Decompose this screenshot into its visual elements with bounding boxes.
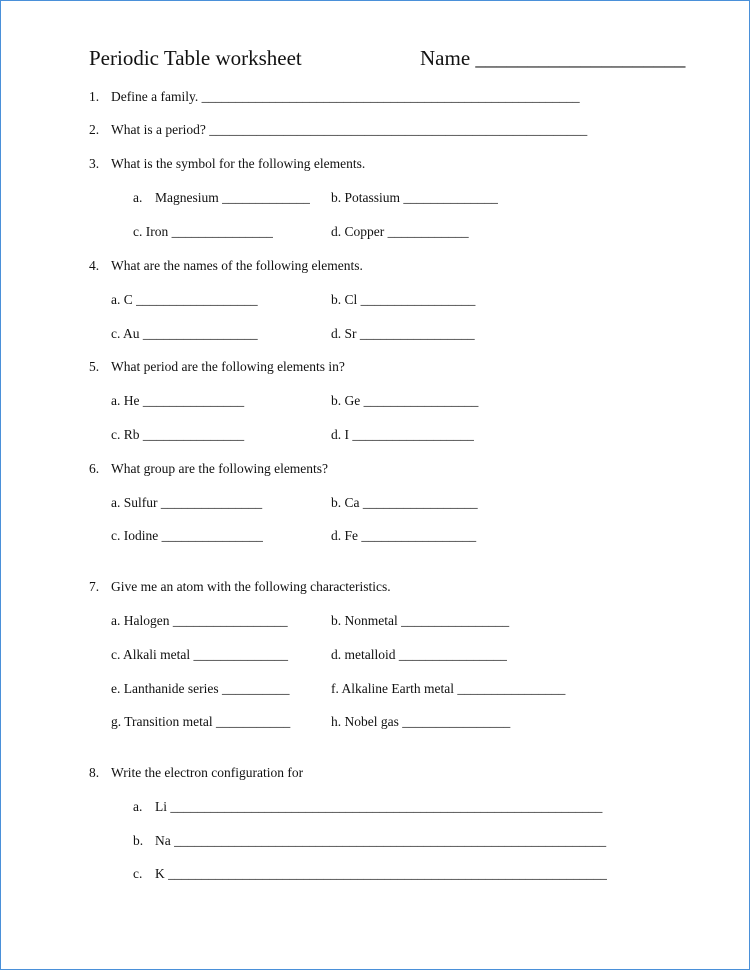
question-3a-answer[interactable]: Magnesium _____________ — [155, 190, 310, 205]
question-6-number: 6. — [89, 461, 100, 476]
question-7e-answer[interactable]: e. Lanthanide series __________ — [111, 681, 290, 696]
question-4-number: 4. — [89, 258, 100, 273]
question-6d-answer[interactable]: d. Fe _________________ — [331, 528, 477, 543]
question-7f-answer[interactable]: f. Alkaline Earth metal ________________ — [331, 681, 566, 696]
question-4-text: What are the names of the following elements. — [111, 258, 363, 273]
question-7-number: 7. — [89, 579, 100, 594]
question-7a-answer[interactable]: a. Halogen _________________ — [111, 613, 288, 628]
page-title: Periodic Table worksheet — [89, 46, 302, 70]
name-field[interactable]: Name ____________________ — [420, 46, 686, 70]
question-7b-answer[interactable]: b. Nonmetal ________________ — [331, 613, 510, 628]
question-2-text[interactable]: What is a period? ________________________________________________________ — [111, 122, 588, 137]
question-8c-marker: c. — [133, 866, 143, 881]
question-3-text: What is the symbol for the following elements. — [111, 156, 366, 171]
question-6-text: What group are the following elements? — [111, 461, 329, 476]
question-8b-answer[interactable]: Na ________________________________________________________________ — [155, 833, 607, 848]
question-6c-answer[interactable]: c. Iodine _______________ — [111, 528, 263, 543]
question-7h-answer[interactable]: h. Nobel gas ________________ — [331, 714, 511, 729]
question-5d-answer[interactable]: d. I __________________ — [331, 427, 474, 442]
question-3a-marker: a. — [133, 190, 143, 205]
question-4b-answer[interactable]: b. Cl _________________ — [331, 292, 476, 307]
question-3b-answer[interactable]: b. Potassium ______________ — [331, 190, 498, 205]
question-3-number: 3. — [89, 156, 100, 171]
question-7d-answer[interactable]: d. metalloid ________________ — [331, 647, 507, 662]
question-3c-answer[interactable]: c. Iron _______________ — [133, 224, 273, 239]
question-5-text: What period are the following elements in? — [111, 359, 345, 374]
question-7-text: Give me an atom with the following characteristics. — [111, 579, 391, 594]
question-7g-answer[interactable]: g. Transition metal ___________ — [111, 714, 291, 729]
question-8a-marker: a. — [133, 799, 143, 814]
question-5c-answer[interactable]: c. Rb _______________ — [111, 427, 245, 442]
question-8b-marker: b. — [133, 833, 144, 848]
question-8-text: Write the electron configuration for — [111, 765, 304, 780]
question-4a-answer[interactable]: a. C __________________ — [111, 292, 258, 307]
question-8-number: 8. — [89, 765, 100, 780]
question-5a-answer[interactable]: a. He _______________ — [111, 393, 245, 408]
question-1-number: 1. — [89, 89, 100, 104]
question-6a-answer[interactable]: a. Sulfur _______________ — [111, 495, 263, 510]
question-8c-answer[interactable]: K _________________________________________________________________ — [155, 866, 607, 881]
question-3d-answer[interactable]: d. Copper ____________ — [331, 224, 469, 239]
question-5-number: 5. — [89, 359, 100, 374]
question-5b-answer[interactable]: b. Ge _________________ — [331, 393, 479, 408]
question-8a-answer[interactable]: Li ________________________________________________________________ — [155, 799, 603, 814]
question-7c-answer[interactable]: c. Alkali metal ______________ — [111, 647, 288, 662]
question-2-number: 2. — [89, 122, 100, 137]
question-6b-answer[interactable]: b. Ca _________________ — [331, 495, 478, 510]
question-4d-answer[interactable]: d. Sr _________________ — [331, 326, 475, 341]
question-4c-answer[interactable]: c. Au _________________ — [111, 326, 258, 341]
question-1-text[interactable]: Define a family. ________________________________________________________ — [111, 89, 580, 104]
